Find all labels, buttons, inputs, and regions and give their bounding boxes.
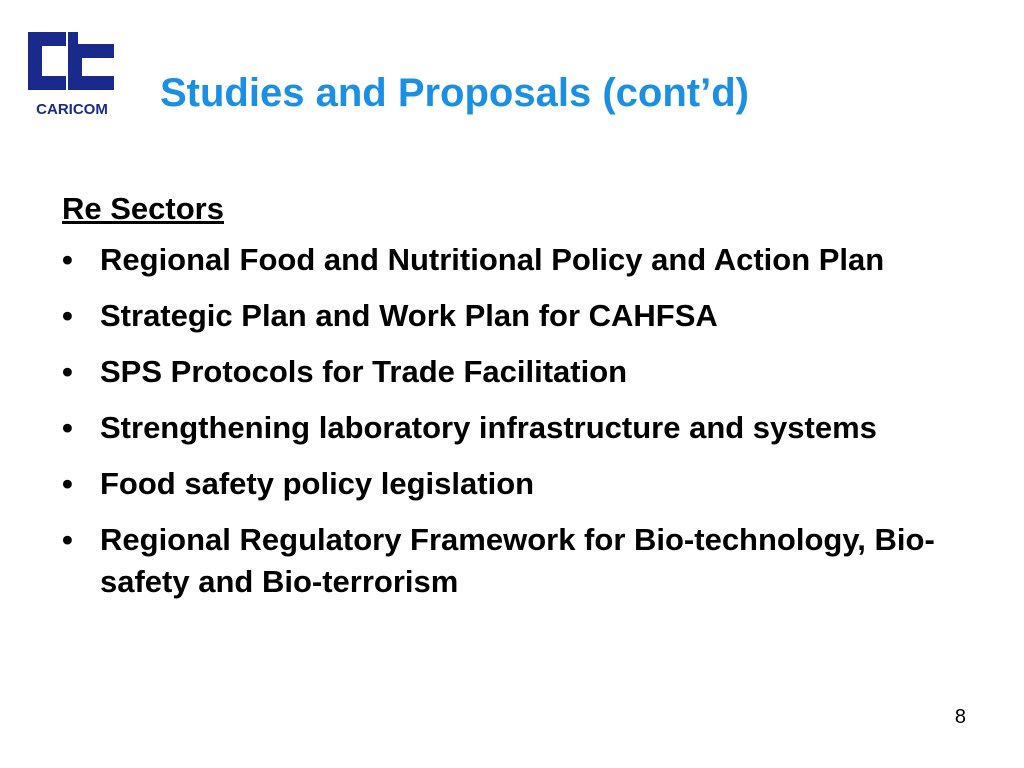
bullet-dot-icon: • (62, 241, 73, 277)
logo-c-left-shape (28, 32, 66, 90)
bullet-dot-icon: • (62, 465, 73, 501)
bullet-text: Regional Food and Nutritional Policy and Action Plan (100, 241, 885, 277)
bullet-text: Regional Regulatory Framework for Bio-technology, Bio-safety and Bio-terrorism (100, 521, 935, 599)
bullet-dot-icon: • (62, 521, 73, 557)
bullet-list (62, 239, 962, 603)
bullet-item (62, 239, 962, 281)
bullet-text: SPS Protocols for Trade Facilitation (100, 353, 628, 389)
bullet-dot-icon: • (62, 297, 73, 333)
bullet-dot-icon: • (62, 409, 73, 445)
bullet-item (62, 351, 962, 393)
bullet-item (62, 463, 962, 505)
bullet-dot-icon: • (62, 353, 73, 389)
slide-body (62, 190, 962, 617)
bullet-item (62, 407, 962, 449)
bullet-item (62, 295, 962, 337)
logo-wordmark: CARICOM (36, 101, 108, 118)
logo-c-right-shape (68, 44, 114, 90)
caricom-logo (22, 24, 122, 120)
slide-title: Studies and Proposals (cont’d) (160, 71, 749, 115)
page-number: 8 (954, 706, 966, 728)
bullet-item (62, 519, 962, 603)
bullet-text: Strategic Plan and Work Plan for CAHFSA (100, 297, 718, 333)
section-heading: Re Sectors (62, 191, 224, 226)
bullet-text: Strengthening laboratory infrastructure and systems (100, 409, 877, 445)
bullet-text: Food safety policy legislation (100, 465, 535, 501)
